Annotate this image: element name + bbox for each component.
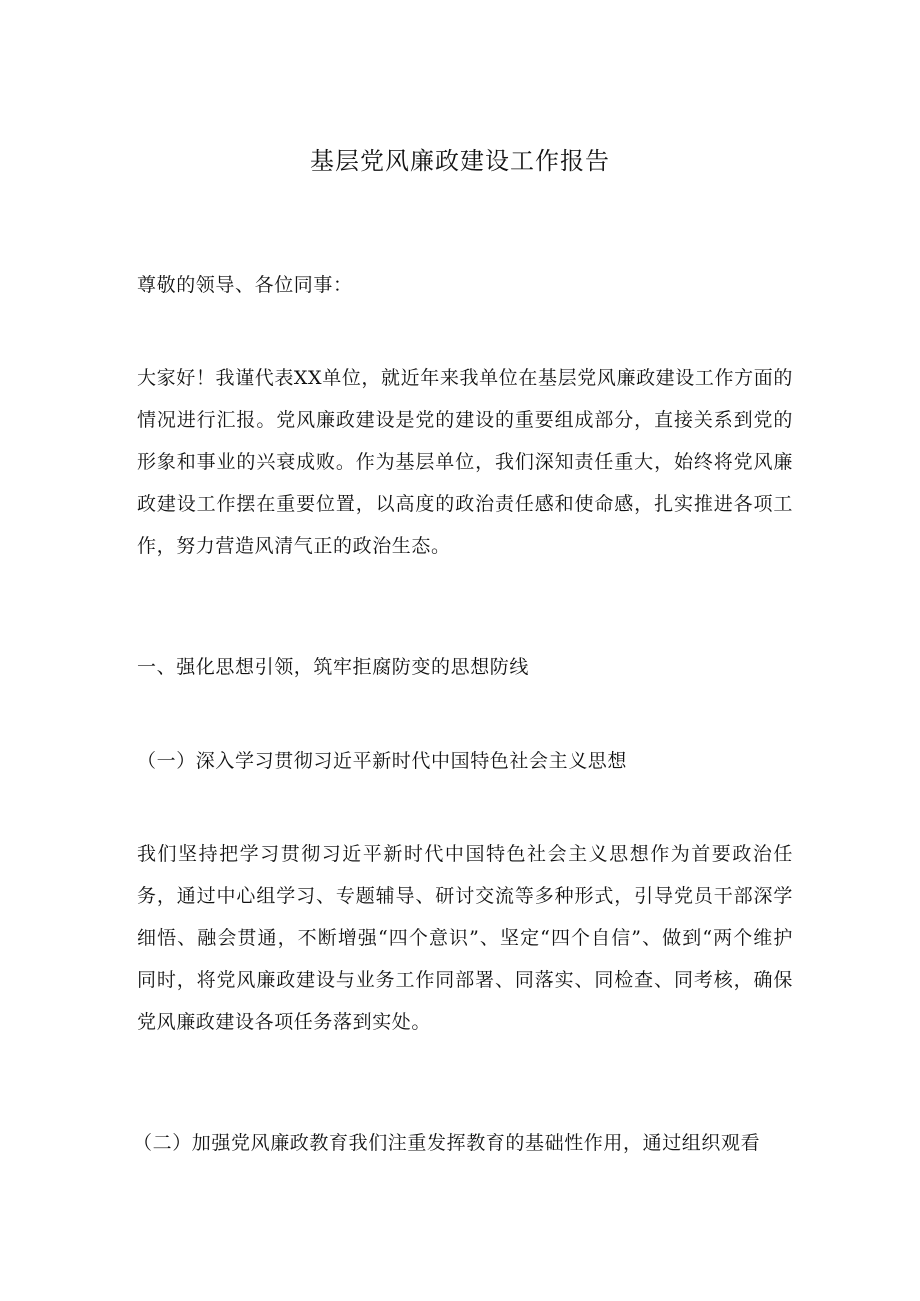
salutation: 尊敬的领导、各位同事： (137, 274, 353, 296)
intro-paragraph: 大家好！我谨代表XX单位，就近年来我单位在基层党风廉政建设工作方面的情况进行汇报。党风廉政建设是党的建设的重要组成部分，直接关系到党的形象和事业的兴衰成败。作为基层单位，我们深知责任重大，始终将党风廉政建设工作摆在重要位置，以高度的政治责任感和使命感，扎实推进各项工作，努力营造风清气正的政治生态。 (137, 367, 793, 557)
subsection-body-1: 我们坚持把学习贯彻习近平新时代中国特色社会主义思想作为首要政治任务，通过中心组学习、专题辅导、研讨交流等多种形式，引导党员干部深学细悟、融会贯通，不断增强“四个意识”、坚定“四个自信”、做到“两个维护同时，将党风廉政建设与业务工作同部署、同落实、同检查、同考核，确保党风廉政建设各项任务落到实处。 (137, 843, 793, 1033)
section-heading-1: 一、强化思想引领，筑牢拒腐防变的思想防线 (137, 656, 530, 678)
document-title: 基层党风廉政建设工作报告 (310, 147, 610, 175)
subsection-heading-1: （一）深入学习贯彻习近平新时代中国特色社会主义思想 (137, 750, 628, 772)
subsection-heading-2: （二）加强党风廉政教育我们注重发挥教育的基础性作用，通过组织观看 (133, 1132, 761, 1154)
